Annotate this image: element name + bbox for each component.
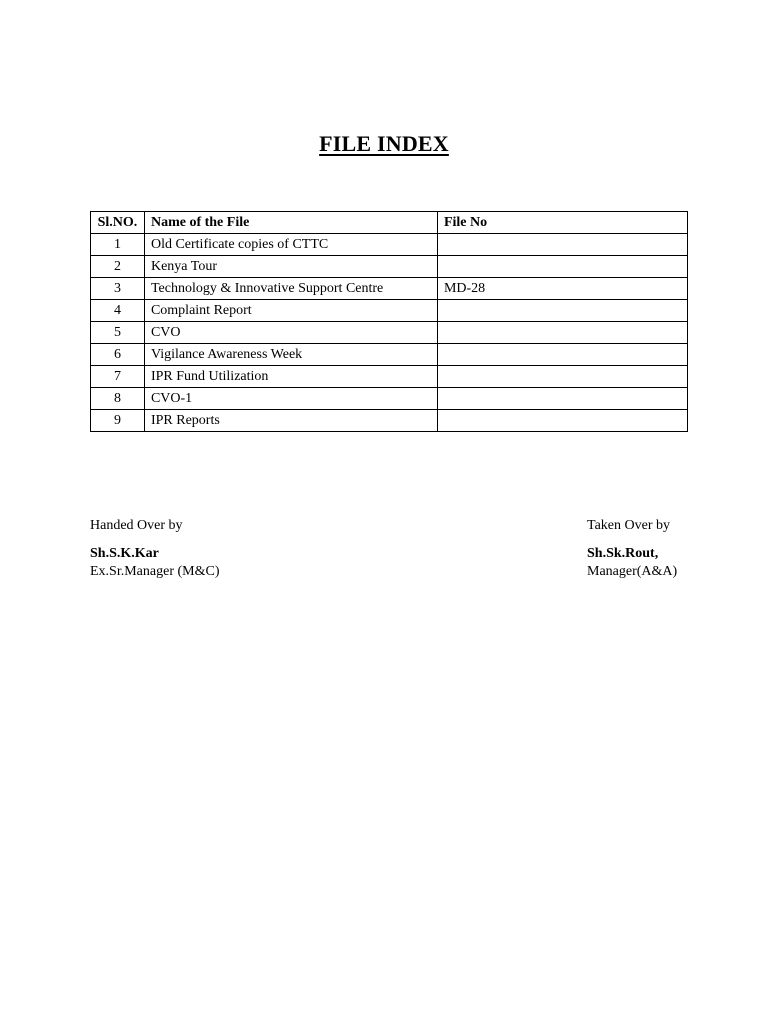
cell-file-name: IPR Fund Utilization (144, 366, 437, 388)
cell-file-no (437, 344, 687, 366)
cell-file-no (437, 256, 687, 278)
header-sl-no: Sl.NO. (91, 212, 145, 234)
cell-sl-no: 5 (91, 322, 145, 344)
handed-over-name: Sh.S.K.Kar (90, 546, 159, 561)
cell-file-no (437, 366, 687, 388)
cell-sl-no: 3 (91, 278, 145, 300)
cell-file-name: Technology & Innovative Support Centre (144, 278, 437, 300)
file-index-table (90, 211, 688, 432)
table-row (91, 410, 688, 432)
cell-file-name: Kenya Tour (144, 256, 437, 278)
cell-sl-no: 8 (91, 388, 145, 410)
table-row (91, 300, 688, 322)
cell-sl-no: 6 (91, 344, 145, 366)
table-row (91, 278, 688, 300)
cell-file-no (437, 388, 687, 410)
cell-file-name: Old Certificate copies of CTTC (144, 234, 437, 256)
handed-over-caption: Handed Over by (90, 518, 183, 533)
cell-file-no: MD-28 (437, 278, 687, 300)
cell-file-name: Complaint Report (144, 300, 437, 322)
handed-over-block (90, 517, 219, 581)
cell-sl-no: 7 (91, 366, 145, 388)
cell-file-no (437, 234, 687, 256)
table-row (91, 256, 688, 278)
table-row (91, 388, 688, 410)
table-row (91, 344, 688, 366)
cell-file-name: Vigilance Awareness Week (144, 344, 437, 366)
table-row (91, 322, 688, 344)
cell-file-name: CVO (144, 322, 437, 344)
cell-file-no (437, 410, 687, 432)
taken-over-caption: Taken Over by (587, 518, 670, 533)
page-title: FILE INDEX (319, 131, 449, 156)
cell-file-no (437, 300, 687, 322)
cell-sl-no: 9 (91, 410, 145, 432)
cell-file-name: CVO-1 (144, 388, 437, 410)
taken-over-designation: Manager(A&A) (587, 564, 678, 579)
cell-file-no (437, 322, 687, 344)
taken-over-block (587, 517, 677, 581)
cell-sl-no: 4 (91, 300, 145, 322)
header-file-no: File No (437, 212, 687, 234)
table-row (91, 234, 688, 256)
cell-file-name: IPR Reports (144, 410, 437, 432)
table-row (91, 366, 688, 388)
handed-over-designation: Ex.Sr.Manager (M&C) (90, 564, 220, 579)
taken-over-name: Sh.Sk.Rout, (587, 546, 659, 561)
cell-sl-no: 2 (91, 256, 145, 278)
header-file-name: Name of the File (144, 212, 437, 234)
cell-sl-no: 1 (91, 234, 145, 256)
table-header-row (91, 212, 688, 234)
